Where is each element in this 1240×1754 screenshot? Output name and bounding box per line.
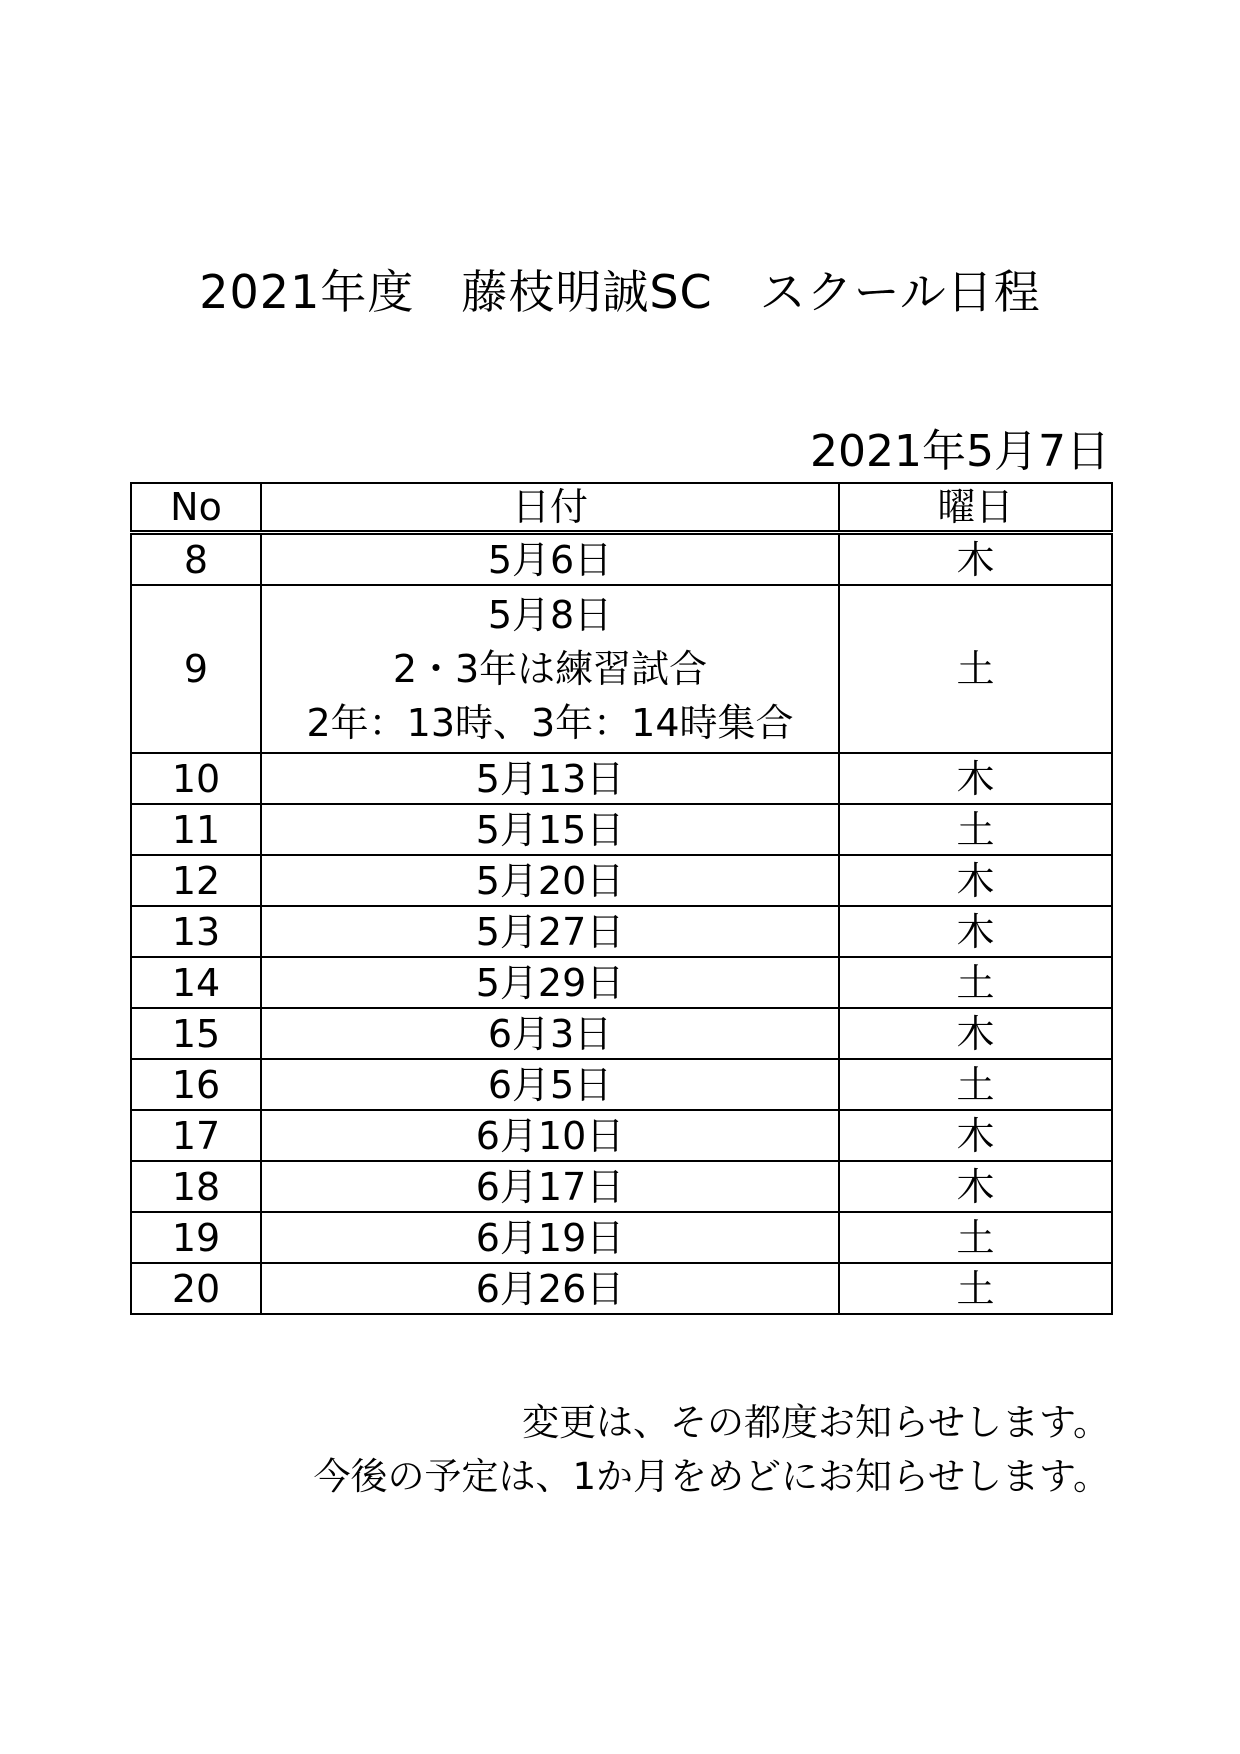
note-change: 変更は、その都度お知らせします。 — [522, 1401, 1110, 1444]
header-weekday: 曜日 — [839, 483, 1112, 533]
row-weekday: 木 — [839, 855, 1112, 906]
row-date: 6月17日 — [261, 1161, 839, 1212]
row-no: 15 — [131, 1008, 261, 1059]
table-row — [131, 753, 1112, 804]
table-row — [131, 1110, 1112, 1161]
row-no: 12 — [131, 855, 261, 906]
row-no: 18 — [131, 1161, 261, 1212]
table-row — [131, 1161, 1112, 1212]
page-title: 2021年度 藤枝明誠SC スクール日程 — [199, 265, 1041, 319]
row-date: 6月26日 — [261, 1263, 839, 1314]
row-weekday: 木 — [839, 533, 1112, 586]
row-date: 5月6日 — [261, 533, 839, 586]
row-no: 13 — [131, 906, 261, 957]
row-date: 5月27日 — [261, 906, 839, 957]
row-no: 17 — [131, 1110, 261, 1161]
table-row — [131, 906, 1112, 957]
row-date: 5月13日 — [261, 753, 839, 804]
row-date — [261, 585, 839, 753]
row-note-line: 2年：13時、3年：14時集合 — [306, 701, 794, 745]
row-date: 5月20日 — [261, 855, 839, 906]
row-weekday: 木 — [839, 753, 1112, 804]
row-date: 6月10日 — [261, 1110, 839, 1161]
row-date: 6月3日 — [261, 1008, 839, 1059]
row-date-line: 5月8日 — [487, 593, 613, 637]
row-date: 5月29日 — [261, 957, 839, 1008]
row-no: 20 — [131, 1263, 261, 1314]
row-weekday: 木 — [839, 1008, 1112, 1059]
row-weekday: 土 — [839, 1263, 1112, 1314]
row-weekday: 土 — [839, 1059, 1112, 1110]
table-row — [131, 1212, 1112, 1263]
row-weekday: 土 — [839, 1212, 1112, 1263]
header-no: No — [131, 483, 261, 533]
table-header-row — [131, 483, 1112, 533]
row-note-line: 2・3年は練習試合 — [392, 647, 708, 691]
row-weekday: 木 — [839, 906, 1112, 957]
document-date: 2021年5月7日 — [810, 426, 1110, 477]
notes — [314, 1396, 1110, 1504]
row-no: 14 — [131, 957, 261, 1008]
schedule-table — [130, 482, 1113, 1315]
table-row — [131, 855, 1112, 906]
row-weekday: 土 — [839, 804, 1112, 855]
row-date: 6月19日 — [261, 1212, 839, 1263]
table-row — [131, 533, 1112, 586]
header-date: 日付 — [261, 483, 839, 533]
table-row — [131, 1008, 1112, 1059]
row-no: 10 — [131, 753, 261, 804]
row-date: 5月15日 — [261, 804, 839, 855]
row-no: 16 — [131, 1059, 261, 1110]
row-no: 11 — [131, 804, 261, 855]
table-row — [131, 585, 1112, 753]
row-weekday: 木 — [839, 1161, 1112, 1212]
row-no: 9 — [131, 585, 261, 753]
row-no: 19 — [131, 1212, 261, 1263]
row-date: 6月5日 — [261, 1059, 839, 1110]
table-row — [131, 1059, 1112, 1110]
table-row — [131, 957, 1112, 1008]
row-weekday: 土 — [839, 585, 1112, 753]
row-weekday: 木 — [839, 1110, 1112, 1161]
note-upcoming: 今後の予定は、1か月をめどにお知らせします。 — [313, 1455, 1110, 1498]
row-no: 8 — [131, 533, 261, 586]
row-weekday: 土 — [839, 957, 1112, 1008]
table-row — [131, 804, 1112, 855]
table-row — [131, 1263, 1112, 1314]
